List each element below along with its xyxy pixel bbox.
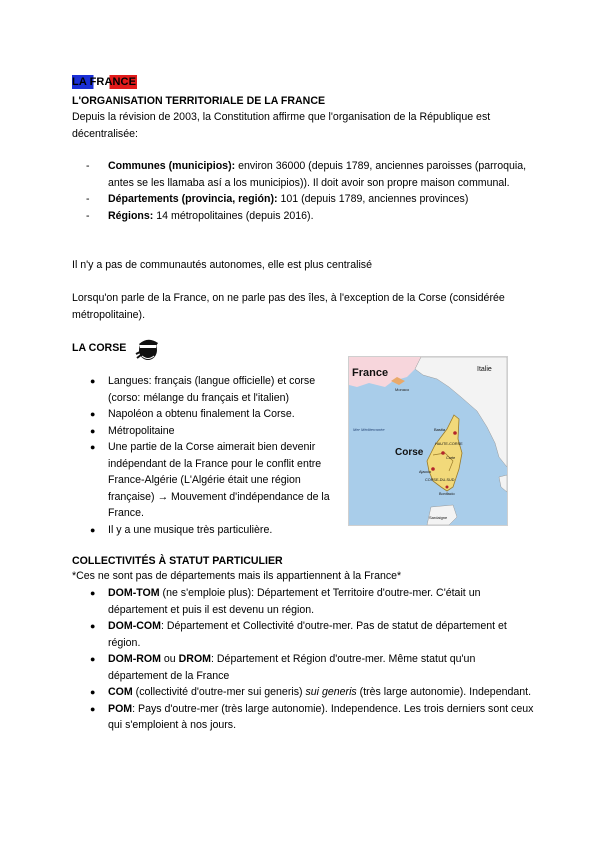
map-label-corte: Corte — [446, 456, 456, 460]
list-item: ● DOM-COM: Département et Collectivité d'outre-mer. Pas de statut de département et région. — [90, 620, 507, 649]
iles-paragraph: Lorsqu'on parle de la France, on ne parle pas des îles, à l'exception de la Corse (considérée métropolitaine). — [72, 292, 505, 321]
list-item: - Départements (provincia, región): 101 (depuis 1789, anciennes provinces) — [86, 193, 469, 205]
section-heading-collectivites: COLLECTIVITÉS À STATUT PARTICULIER — [72, 555, 283, 567]
list-item: ● COM (collectivité d'outre-mer sui generis) sui generis (très large autonomie). Independant. — [90, 686, 532, 698]
moor-head-icon — [133, 334, 163, 362]
map-label-corse: Corse — [395, 447, 424, 458]
ajaccio-marker — [431, 467, 435, 471]
map-label-italie: Italie — [477, 366, 492, 373]
centralise-paragraph: Il n'y a pas de communautés autonomes, elle est plus centralisé — [72, 259, 372, 271]
list-item: ● POM: Pays d'outre-mer (très large autonomie). Independence. Les trois derniers sont ceux qui s'emploient à nos jours. — [90, 702, 534, 731]
corse-map — [348, 356, 508, 526]
list-item: ● Une partie de la Corse aimerait bien devenir indépendant de la France pour le conflit entre France-Algérie (L'Algérie était une région française) → Mouvement d'indépendance de la France. — [90, 441, 330, 519]
section-heading-corse: LA CORSE — [72, 342, 127, 354]
map-label-monaco: Monaco — [395, 387, 410, 392]
corte-marker — [441, 451, 445, 455]
bastia-marker — [453, 431, 457, 435]
map-label-bastia: Bastia — [434, 427, 446, 432]
page-title: LA FRANCE — [72, 76, 137, 88]
collectivites-note: *Ces ne sont pas de départements mais ils appartiennent à la France* — [72, 570, 402, 582]
list-item: ● Langues: français (langue officielle) et corse (corso: mélange du français et l'italien) — [90, 375, 316, 404]
section-heading-organisation: L'ORGANISATION TERRITORIALE DE LA FRANCE — [72, 95, 326, 107]
map-label-sardaigne: Sardaigne — [429, 515, 448, 520]
map-label-corse-du-sud: CORSE-DU-SUD — [425, 478, 455, 482]
list-item: ● DOM-TOM (ne s'emploie plus): Département et Territoire d'outre-mer. C'était un département et puis il est devenu un région. — [90, 587, 481, 616]
list-item: - Régions: 14 métropolitaines (depuis 2016). — [86, 209, 314, 222]
list-item: ● Napoléon a obtenu finalement la Corse. — [90, 408, 295, 420]
list-item: ● Métropolitaine — [90, 424, 175, 437]
list-item: ● Il y a une musique très particulière. — [90, 523, 273, 536]
list-item: ● DOM-ROM ou DROM: Département et Région d'outre-mer. Même statut qu'un département de la France — [90, 653, 476, 682]
map-label-france: France — [352, 367, 389, 379]
bonifacio-marker — [446, 486, 449, 489]
map-label-haute-corse: HAUTE-CORSE — [435, 442, 463, 446]
map-label-ajaccio: Ajaccio — [419, 470, 432, 474]
intro-paragraph: Depuis la révision de 2003, la Constitution affirme que l'organisation de la République est décentralisée: — [72, 111, 491, 140]
map-label-bonifacio: Bonifacio — [439, 492, 455, 496]
corse-list — [90, 373, 340, 538]
list-item: - Communes (municipios): environ 36000 (depuis 1789, anciennes paroisses (parroquia, antes se les llamaba así a los municipios)). Il doit avoir son propre maison communal. — [86, 160, 527, 189]
territorial-list — [72, 158, 532, 224]
map-label-mer: Mer Méditerranée — [353, 427, 385, 432]
collectivites-list — [90, 585, 535, 734]
